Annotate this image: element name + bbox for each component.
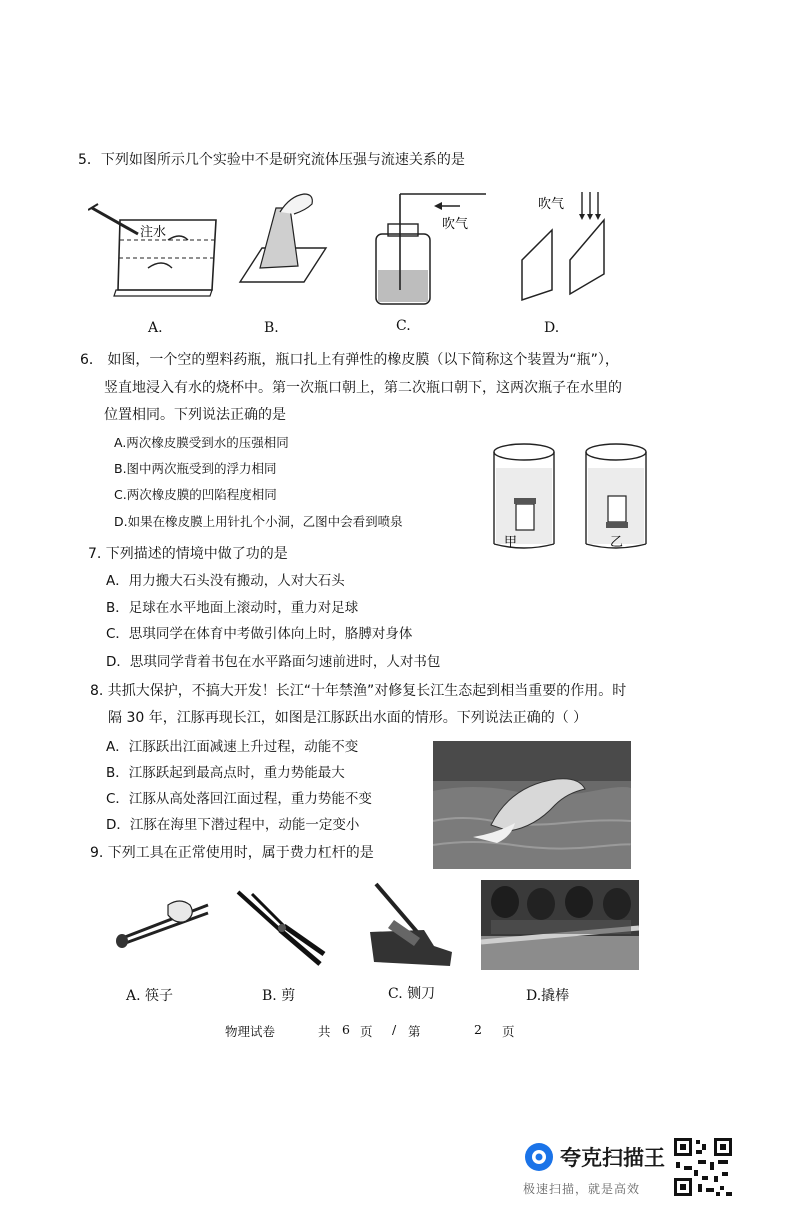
scanner-logo-icon	[522, 1140, 556, 1174]
footer-subject: 物理试卷	[225, 1024, 276, 1039]
q5-fig-c-text: 吹气	[442, 217, 469, 232]
q8-option-d: D．江豚在海里下潜过程中，动能一定变小	[106, 817, 360, 833]
q7-option-b: B．足球在水平地面上滚动时，重力对足球	[106, 600, 359, 616]
footer-current: 2	[474, 1022, 482, 1037]
q5-fig-d-text: 吹气	[538, 197, 565, 212]
q9-figure-chopsticks	[112, 895, 212, 955]
q8-photo-porpoise	[433, 741, 631, 869]
q6-option-a: A.两次橡皮膜受到水的压强相同	[114, 435, 289, 450]
q8-option-a: A．江豚跃出江面减速上升过程，动能不变	[106, 739, 359, 755]
q6-option-b: B.图中两次瓶受到的浮力相同	[114, 461, 277, 476]
q5-stem: 5．下列如图所示几个实验中不是研究流体压强与流速关系的是	[78, 152, 465, 168]
footer-current-prefix: 第	[408, 1024, 421, 1039]
q5-label-a: A.	[148, 320, 163, 336]
q6-option-c: C.两次橡皮膜的凹陷程度相同	[114, 487, 277, 502]
watermark-slogan: 极速扫描，就是高效	[523, 1182, 641, 1196]
q8-option-c: C．江豚从高处落回江面过程，重力势能不变	[106, 791, 372, 807]
q5-figure-a	[88, 200, 218, 300]
q5-figure-c	[370, 184, 490, 308]
q6-fig-left-label: 甲	[504, 535, 518, 550]
qr-code-icon	[672, 1136, 734, 1198]
footer-separator: /	[392, 1022, 397, 1037]
q6-stem-line3: 位置相同。下列说法正确的是	[104, 407, 286, 423]
q5-fig-a-text: 注水	[140, 225, 167, 240]
watermark-brand: 夸克扫描王	[560, 1146, 665, 1170]
q7-stem: 7. 下列描述的情境中做了功的是	[88, 546, 288, 562]
q6-stem-line2: 竖直地浸入有水的烧杯中。第一次瓶口朝上，第二次瓶口朝下，这两次瓶子在水里的	[104, 380, 622, 396]
q6-option-d: D.如果在橡皮膜上用针扎个小洞，乙图中会看到喷泉	[114, 514, 403, 529]
q9-stem: 9. 下列工具在正常使用时，属于费力杠杆的是	[90, 845, 374, 861]
q5-figure-b	[232, 190, 332, 290]
q7-option-a: A．用力搬大石头没有搬动，人对大石头	[106, 573, 345, 589]
footer-page-unit: 页	[360, 1024, 373, 1039]
q5-label-d: D.	[544, 320, 560, 336]
footer-current-suffix: 页	[502, 1024, 515, 1039]
footer-total: 6	[342, 1022, 350, 1037]
q9-photo-crowbar	[481, 880, 639, 970]
q9-figure-guillotine	[364, 880, 460, 970]
q9-figure-scissors	[232, 888, 328, 968]
q5-figure-d	[512, 190, 612, 302]
q7-option-c: C．思琪同学在体育中考做引体向上时，胳膊对身体	[106, 626, 413, 642]
q6-stem-line1: 6． 如图，一个空的塑料药瓶，瓶口扎上有弹性的橡皮膜（以下简称这个装置为“瓶”），	[80, 352, 619, 368]
q5-label-b: B.	[264, 320, 279, 336]
q9-label-d: D.撬棒	[526, 988, 570, 1004]
q6-figure-beakers	[490, 440, 670, 552]
footer-total-prefix: 共	[318, 1024, 331, 1039]
q8-stem-line2: 隔 30 年，江豚再现长江，如图是江豚跃出水面的情形。下列说法正确的（ ）	[108, 710, 588, 726]
q8-option-b: B．江豚跃起到最高点时，重力势能最大	[106, 765, 345, 781]
q6-fig-right-label: 乙	[610, 535, 624, 550]
q9-label-b: B. 剪	[262, 988, 296, 1004]
q5-label-c: C.	[396, 318, 411, 334]
q9-label-c: C. 铡刀	[388, 986, 436, 1002]
q8-stem-line1: 8. 共抓大保护，不搞大开发！长江“十年禁渔”对修复长江生态起到相当重要的作用。时	[90, 683, 627, 699]
q9-label-a: A. 筷子	[126, 988, 174, 1004]
q7-option-d: D．思琪同学背着书包在水平路面匀速前进时，人对书包	[106, 654, 441, 670]
